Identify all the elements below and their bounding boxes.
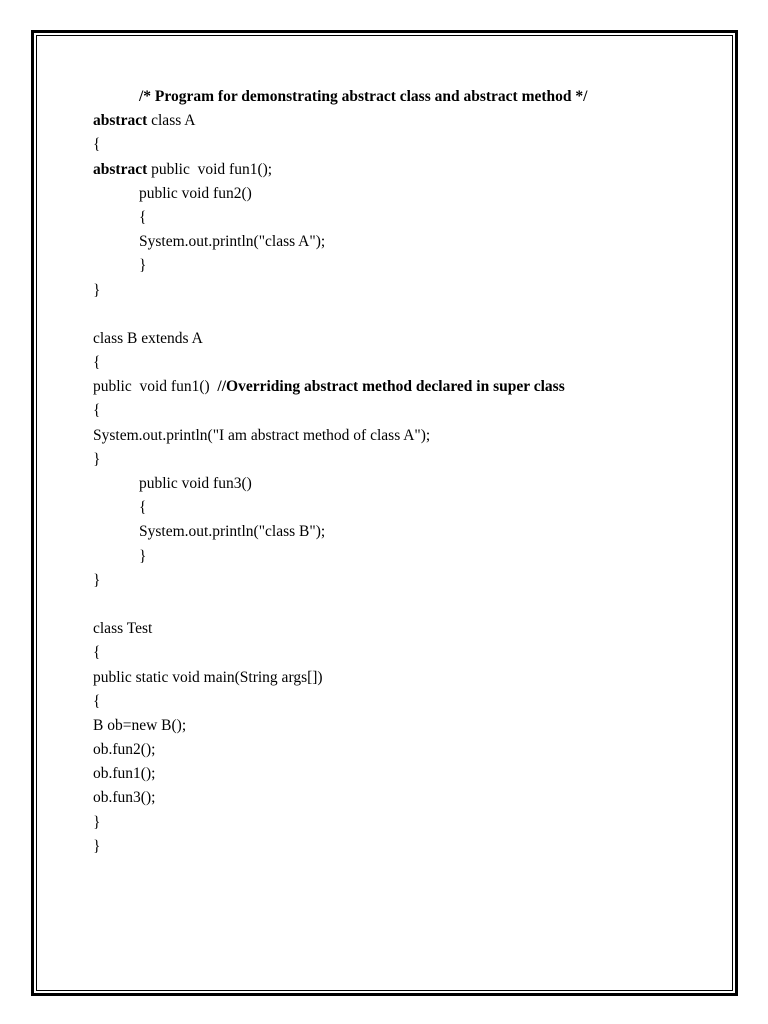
class-a-fun2-open-brace: {: [139, 208, 147, 226]
blank-line: [93, 303, 713, 327]
main-statement: ob.fun3();: [93, 789, 156, 807]
class-b-fun1-close-brace: }: [93, 450, 101, 468]
code-listing: [93, 85, 713, 859]
class-a-fun2-close-brace: }: [139, 257, 147, 275]
class-b-fun1-body: System.out.println("I am abstract method of class A");: [93, 426, 431, 444]
main-open-brace: {: [93, 692, 101, 710]
class-b-fun1-signature: public void fun1() //Overriding abstract method declared in super class: [93, 378, 565, 396]
class-a-fun2-body: System.out.println("class A");: [139, 233, 326, 251]
class-test-declaration: class Test: [93, 620, 153, 638]
class-a-open-brace: {: [93, 136, 101, 154]
class-b-fun3-open-brace: {: [139, 499, 147, 517]
class-a-fun1-declaration: abstract public void fun1();: [93, 160, 273, 178]
class-b-declaration: class B extends A: [93, 329, 203, 347]
class-b-fun3-signature: public void fun3(): [139, 475, 252, 492]
main-statement: B ob=new B();: [93, 716, 187, 734]
blank-line: [93, 593, 713, 617]
class-b-open-brace: {: [93, 354, 101, 372]
class-b-fun3-close-brace: }: [139, 547, 147, 565]
main-close-brace: }: [93, 813, 101, 831]
abstract-keyword: abstract: [93, 160, 148, 178]
class-a-declaration: abstract class A: [93, 112, 196, 130]
class-b-fun1-open-brace: {: [93, 402, 101, 420]
class-a-close-brace: }: [93, 281, 101, 299]
class-test-open-brace: {: [93, 644, 101, 662]
main-statement: ob.fun1();: [93, 765, 156, 783]
program-title-comment: /* Program for demonstrating abstract class and abstract method */: [139, 88, 588, 105]
main-statement: ob.fun2();: [93, 741, 156, 759]
class-b-fun3-body: System.out.println("class B");: [139, 523, 326, 541]
overriding-comment: //Overriding abstract method declared in super class: [217, 378, 565, 396]
class-test-close-brace: }: [93, 837, 101, 855]
abstract-keyword: abstract: [93, 112, 148, 130]
class-a-fun2-signature: public void fun2(): [139, 184, 252, 202]
class-b-close-brace: }: [93, 571, 101, 589]
main-method-signature: public static void main(String args[]): [93, 668, 323, 686]
